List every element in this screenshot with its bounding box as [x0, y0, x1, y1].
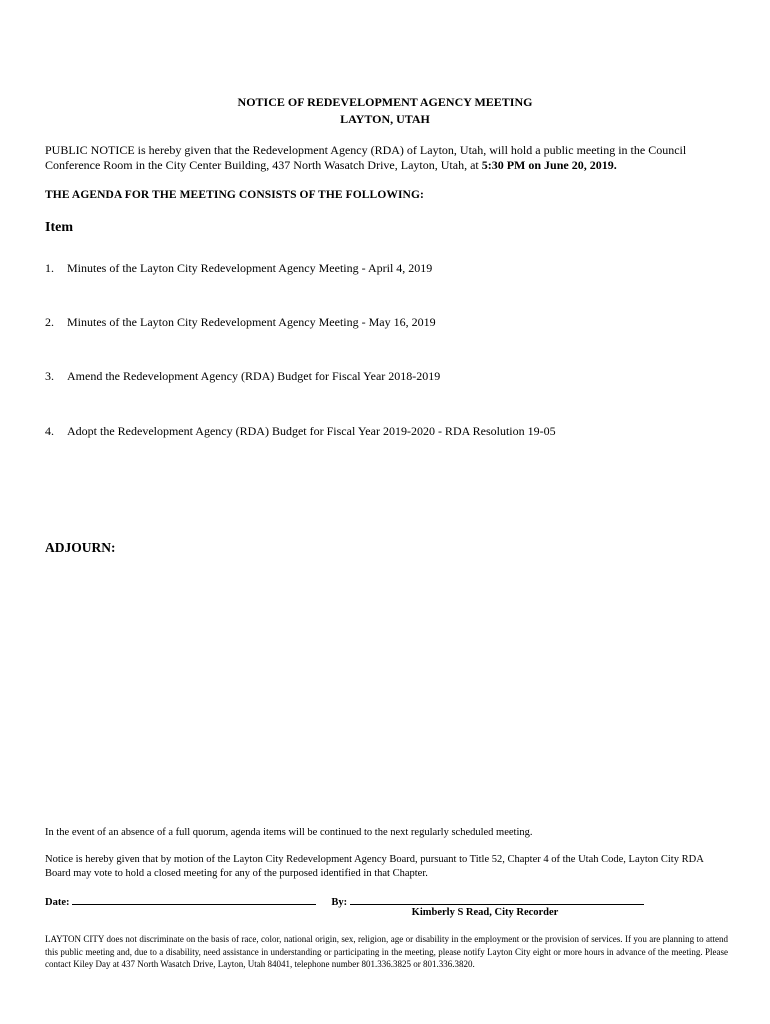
public-notice-paragraph [45, 143, 725, 173]
agenda-item-text: Minutes of the Layton City Redevelopment Agency Meeting - April 4, 2019 [67, 261, 433, 275]
agenda-item-number: 2. [45, 315, 54, 329]
signature-row [45, 893, 735, 908]
item-heading: Item [45, 220, 73, 235]
signature-line [350, 893, 644, 905]
agenda-item-text: Amend the Redevelopment Agency (RDA) Budget for Fiscal Year 2018-2019 [67, 369, 441, 383]
agenda-item-number: 1. [45, 261, 54, 275]
agenda-heading: THE AGENDA FOR THE MEETING CONSISTS OF THE FOLLOWING: [45, 189, 424, 201]
agenda-item [45, 424, 735, 439]
agenda-item [45, 315, 735, 330]
agenda-item-number: 4. [45, 424, 54, 438]
page-title-line2: LAYTON, UTAH [340, 112, 430, 126]
by-label: By: [331, 897, 348, 908]
city-recorder-name: Kimberly S Read, City Recorder [411, 907, 559, 918]
agenda-item-text: Adopt the Redevelopment Agency (RDA) Budget for Fiscal Year 2019-2020 - RDA Resolution 19-05 [67, 424, 556, 438]
adjourn-heading: ADJOURN: [45, 540, 116, 555]
public-notice-text: PUBLIC NOTICE is hereby given that the Redevelopment Agency (RDA) of Layton, Utah, will hold a public meeting in the Council Conference Room in the City Center Building, 437 North Wasatch Drive, Layton, Utah, at [45, 143, 687, 172]
agenda-item-number: 3. [45, 369, 54, 383]
agenda-item [45, 369, 735, 384]
quorum-statement: In the event of an absence of a full quorum, agenda items will be continued to the next regularly scheduled meeting. [45, 827, 533, 838]
non-discrimination-disclaimer: LAYTON CITY does not discriminate on the basis of race, color, national origin, sex, religion, age or disability in the employment or the provision of services. If you are planning to attend this public meeting and, due to a disability, need assistance in understanding or participating in the meeting, please notify Layton City eight or more hours in advance of the meeting. Please contact Kiley Day at 437 North Wasatch Drive, Layton, Utah 84041, telephone number 801.336.3825 or 801.336.3820. [45, 934, 728, 969]
agenda-item [45, 261, 735, 276]
date-line [72, 893, 316, 905]
agenda-item-text: Minutes of the Layton City Redevelopment Agency Meeting - May 16, 2019 [67, 315, 436, 329]
date-label: Date: [45, 897, 70, 908]
page-title-line1: NOTICE OF REDEVELOPMENT AGENCY MEETING [237, 95, 533, 109]
meeting-time: 5:30 PM on June 20, 2019. [481, 158, 617, 172]
closed-meeting-statement: Notice is hereby given that by motion of the Layton City Redevelopment Agency Board, pursuant to Title 52, Chapter 4 of the Utah Code, Layton City RDA Board may vote to hold a closed meeting for any of the purposed identified in that Chapter. [45, 854, 704, 879]
